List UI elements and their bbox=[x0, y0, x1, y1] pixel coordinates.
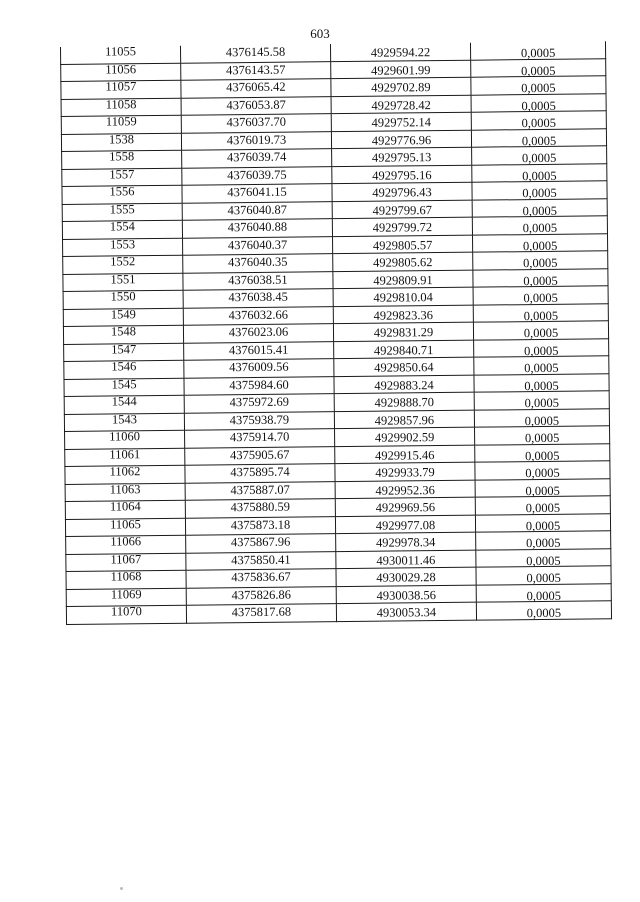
accuracy-cell: 0,0005 bbox=[476, 586, 611, 605]
x-coordinate-cell: 4375905.67 bbox=[185, 445, 335, 464]
point-number-cell: 1555 bbox=[62, 200, 182, 219]
point-number-cell: 1545 bbox=[64, 375, 184, 394]
accuracy-cell: 0,0005 bbox=[475, 429, 610, 448]
accuracy-cell: 0,0005 bbox=[474, 376, 609, 395]
point-number-cell: 1543 bbox=[64, 410, 184, 429]
x-coordinate-cell: 4376143.57 bbox=[181, 60, 331, 79]
y-coordinate-cell: 4930011.46 bbox=[336, 551, 476, 570]
point-number-cell: 1557 bbox=[62, 165, 182, 184]
y-coordinate-cell: 4929728.42 bbox=[331, 96, 471, 115]
x-coordinate-cell: 4376039.75 bbox=[182, 165, 332, 184]
y-coordinate-cell: 4929805.57 bbox=[333, 236, 473, 255]
accuracy-cell: 0,0005 bbox=[472, 184, 607, 203]
x-coordinate-cell: 4376032.66 bbox=[183, 305, 333, 324]
accuracy-cell: 0,0005 bbox=[475, 516, 610, 535]
y-coordinate-cell: 4929795.13 bbox=[332, 148, 472, 167]
accuracy-cell: 0,0005 bbox=[474, 411, 609, 430]
x-coordinate-cell: 4376053.87 bbox=[181, 95, 331, 114]
accuracy-cell: 0,0005 bbox=[476, 551, 611, 570]
x-coordinate-cell: 4376039.74 bbox=[182, 148, 332, 167]
accuracy-cell: 0,0005 bbox=[473, 254, 608, 273]
coordinates-table bbox=[60, 41, 612, 624]
accuracy-cell: 0,0005 bbox=[473, 289, 608, 308]
point-number-cell: 11067 bbox=[66, 550, 186, 569]
point-number-cell: 11061 bbox=[65, 445, 185, 464]
accuracy-cell: 0,0005 bbox=[473, 306, 608, 325]
accuracy-cell: 0,0005 bbox=[471, 79, 606, 98]
point-number-cell: 1544 bbox=[64, 392, 184, 411]
point-number-cell: 11066 bbox=[66, 532, 186, 551]
accuracy-cell: 0,0005 bbox=[475, 481, 610, 500]
x-coordinate-cell: 4376040.87 bbox=[182, 200, 332, 219]
point-number-cell: 11059 bbox=[61, 112, 181, 131]
x-coordinate-cell: 4376015.41 bbox=[184, 340, 334, 359]
accuracy-cell: 0,0005 bbox=[472, 201, 607, 220]
x-coordinate-cell: 4376065.42 bbox=[181, 78, 331, 97]
point-number-cell: 1550 bbox=[63, 287, 183, 306]
y-coordinate-cell: 4929933.79 bbox=[335, 463, 475, 482]
y-coordinate-cell: 4929850.64 bbox=[334, 358, 474, 377]
y-coordinate-cell: 4929702.89 bbox=[331, 78, 471, 97]
accuracy-cell: 0,0005 bbox=[476, 604, 611, 623]
y-coordinate-cell: 4929776.96 bbox=[331, 131, 471, 150]
accuracy-cell: 0,0005 bbox=[472, 149, 607, 168]
table-row bbox=[66, 601, 611, 624]
point-number-cell: 11060 bbox=[64, 427, 184, 446]
accuracy-cell: 0,0005 bbox=[471, 131, 606, 150]
point-number-cell: 1549 bbox=[63, 305, 183, 324]
y-coordinate-cell: 4929799.72 bbox=[332, 218, 472, 237]
point-number-cell: 11070 bbox=[66, 602, 186, 621]
y-coordinate-cell: 4929969.56 bbox=[335, 498, 475, 517]
point-number-cell: 1554 bbox=[62, 217, 182, 236]
x-coordinate-cell: 4376040.35 bbox=[183, 253, 333, 272]
x-coordinate-cell: 4376009.56 bbox=[184, 358, 334, 377]
y-coordinate-cell: 4929978.34 bbox=[336, 533, 476, 552]
x-coordinate-cell: 4375850.41 bbox=[186, 550, 336, 569]
y-coordinate-cell: 4929823.36 bbox=[333, 306, 473, 325]
x-coordinate-cell: 4375895.74 bbox=[185, 463, 335, 482]
accuracy-cell: 0,0005 bbox=[471, 44, 606, 62]
y-coordinate-cell: 4929752.14 bbox=[331, 113, 471, 132]
x-coordinate-cell: 4375887.07 bbox=[185, 480, 335, 499]
y-coordinate-cell: 4930029.28 bbox=[336, 568, 476, 587]
accuracy-cell: 0,0005 bbox=[471, 114, 606, 133]
y-coordinate-cell: 4929952.36 bbox=[335, 481, 475, 500]
point-number-cell: 11063 bbox=[65, 480, 185, 499]
x-coordinate-cell: 4376041.15 bbox=[182, 183, 332, 202]
point-number-cell: 11057 bbox=[61, 77, 181, 96]
point-number-cell: 1538 bbox=[61, 130, 181, 149]
y-coordinate-cell: 4929915.46 bbox=[335, 446, 475, 465]
x-coordinate-cell: 4375972.69 bbox=[184, 393, 334, 412]
y-coordinate-cell: 4929831.29 bbox=[333, 323, 473, 342]
y-coordinate-cell: 4929810.04 bbox=[333, 288, 473, 307]
y-coordinate-cell: 4929888.70 bbox=[334, 393, 474, 412]
point-number-cell: 1556 bbox=[62, 182, 182, 201]
coordinates-table-container bbox=[60, 41, 611, 627]
y-coordinate-cell: 4929857.96 bbox=[334, 411, 474, 430]
x-coordinate-cell: 4375984.60 bbox=[184, 375, 334, 394]
accuracy-cell: 0,0005 bbox=[474, 359, 609, 378]
accuracy-cell: 0,0005 bbox=[471, 96, 606, 115]
point-number-cell: 11064 bbox=[65, 497, 185, 516]
y-coordinate-cell: 4929805.62 bbox=[333, 253, 473, 272]
point-number-cell: 11056 bbox=[61, 60, 181, 79]
point-number-cell: 1547 bbox=[64, 340, 184, 359]
scan-speck bbox=[120, 887, 123, 890]
x-coordinate-cell: 4376038.45 bbox=[183, 288, 333, 307]
y-coordinate-cell: 4929902.59 bbox=[335, 428, 475, 447]
coordinates-table-body bbox=[60, 41, 611, 624]
accuracy-cell: 0,0005 bbox=[475, 446, 610, 465]
x-coordinate-cell: 4375938.79 bbox=[184, 410, 334, 429]
y-coordinate-cell: 4930053.34 bbox=[336, 603, 476, 622]
accuracy-cell: 0,0005 bbox=[472, 219, 607, 238]
point-number-cell: 1558 bbox=[62, 147, 182, 166]
point-number-cell: 11068 bbox=[66, 567, 186, 586]
y-coordinate-cell: 4929594.22 bbox=[330, 44, 470, 62]
accuracy-cell: 0,0005 bbox=[475, 464, 610, 483]
x-coordinate-cell: 4375826.86 bbox=[186, 585, 336, 604]
point-number-cell: 1546 bbox=[64, 357, 184, 376]
y-coordinate-cell: 4929809.91 bbox=[333, 271, 473, 290]
x-coordinate-cell: 4376038.51 bbox=[183, 270, 333, 289]
y-coordinate-cell: 4930038.56 bbox=[336, 586, 476, 605]
page-number: 603 bbox=[310, 26, 330, 41]
x-coordinate-cell: 4376145.58 bbox=[180, 43, 330, 62]
y-coordinate-cell: 4929977.08 bbox=[335, 516, 475, 535]
accuracy-cell: 0,0005 bbox=[472, 166, 607, 185]
accuracy-cell: 0,0005 bbox=[473, 324, 608, 343]
x-coordinate-cell: 4376040.88 bbox=[182, 218, 332, 237]
point-number-cell: 1553 bbox=[62, 235, 182, 254]
accuracy-cell: 0,0005 bbox=[476, 569, 611, 588]
point-number-cell: 11058 bbox=[61, 95, 181, 114]
accuracy-cell: 0,0005 bbox=[476, 534, 611, 553]
point-number-cell: 11062 bbox=[65, 462, 185, 481]
accuracy-cell: 0,0005 bbox=[473, 271, 608, 290]
point-number-cell: 1548 bbox=[63, 322, 183, 341]
x-coordinate-cell: 4376019.73 bbox=[181, 130, 331, 149]
x-coordinate-cell: 4375873.18 bbox=[185, 515, 335, 534]
x-coordinate-cell: 4376023.06 bbox=[183, 323, 333, 342]
accuracy-cell: 0,0005 bbox=[474, 341, 609, 360]
x-coordinate-cell: 4375867.96 bbox=[186, 533, 336, 552]
point-number-cell: 11055 bbox=[60, 43, 180, 61]
y-coordinate-cell: 4929796.43 bbox=[332, 183, 472, 202]
x-coordinate-cell: 4375914.70 bbox=[185, 428, 335, 447]
x-coordinate-cell: 4376037.70 bbox=[181, 113, 331, 132]
point-number-cell: 11065 bbox=[65, 515, 185, 534]
y-coordinate-cell: 4929840.71 bbox=[334, 341, 474, 360]
x-coordinate-cell: 4375817.68 bbox=[186, 603, 336, 622]
x-coordinate-cell: 4375880.59 bbox=[185, 498, 335, 517]
x-coordinate-cell: 4376040.37 bbox=[182, 235, 332, 254]
accuracy-cell: 0,0005 bbox=[473, 236, 608, 255]
accuracy-cell: 0,0005 bbox=[471, 61, 606, 80]
accuracy-cell: 0,0005 bbox=[474, 394, 609, 413]
y-coordinate-cell: 4929795.16 bbox=[332, 166, 472, 185]
point-number-cell: 11069 bbox=[66, 585, 186, 604]
y-coordinate-cell: 4929799.67 bbox=[332, 201, 472, 220]
accuracy-cell: 0,0005 bbox=[475, 499, 610, 518]
point-number-cell: 1552 bbox=[63, 252, 183, 271]
x-coordinate-cell: 4375836.67 bbox=[186, 568, 336, 587]
y-coordinate-cell: 4929601.99 bbox=[331, 61, 471, 80]
point-number-cell: 1551 bbox=[63, 270, 183, 289]
y-coordinate-cell: 4929883.24 bbox=[334, 376, 474, 395]
